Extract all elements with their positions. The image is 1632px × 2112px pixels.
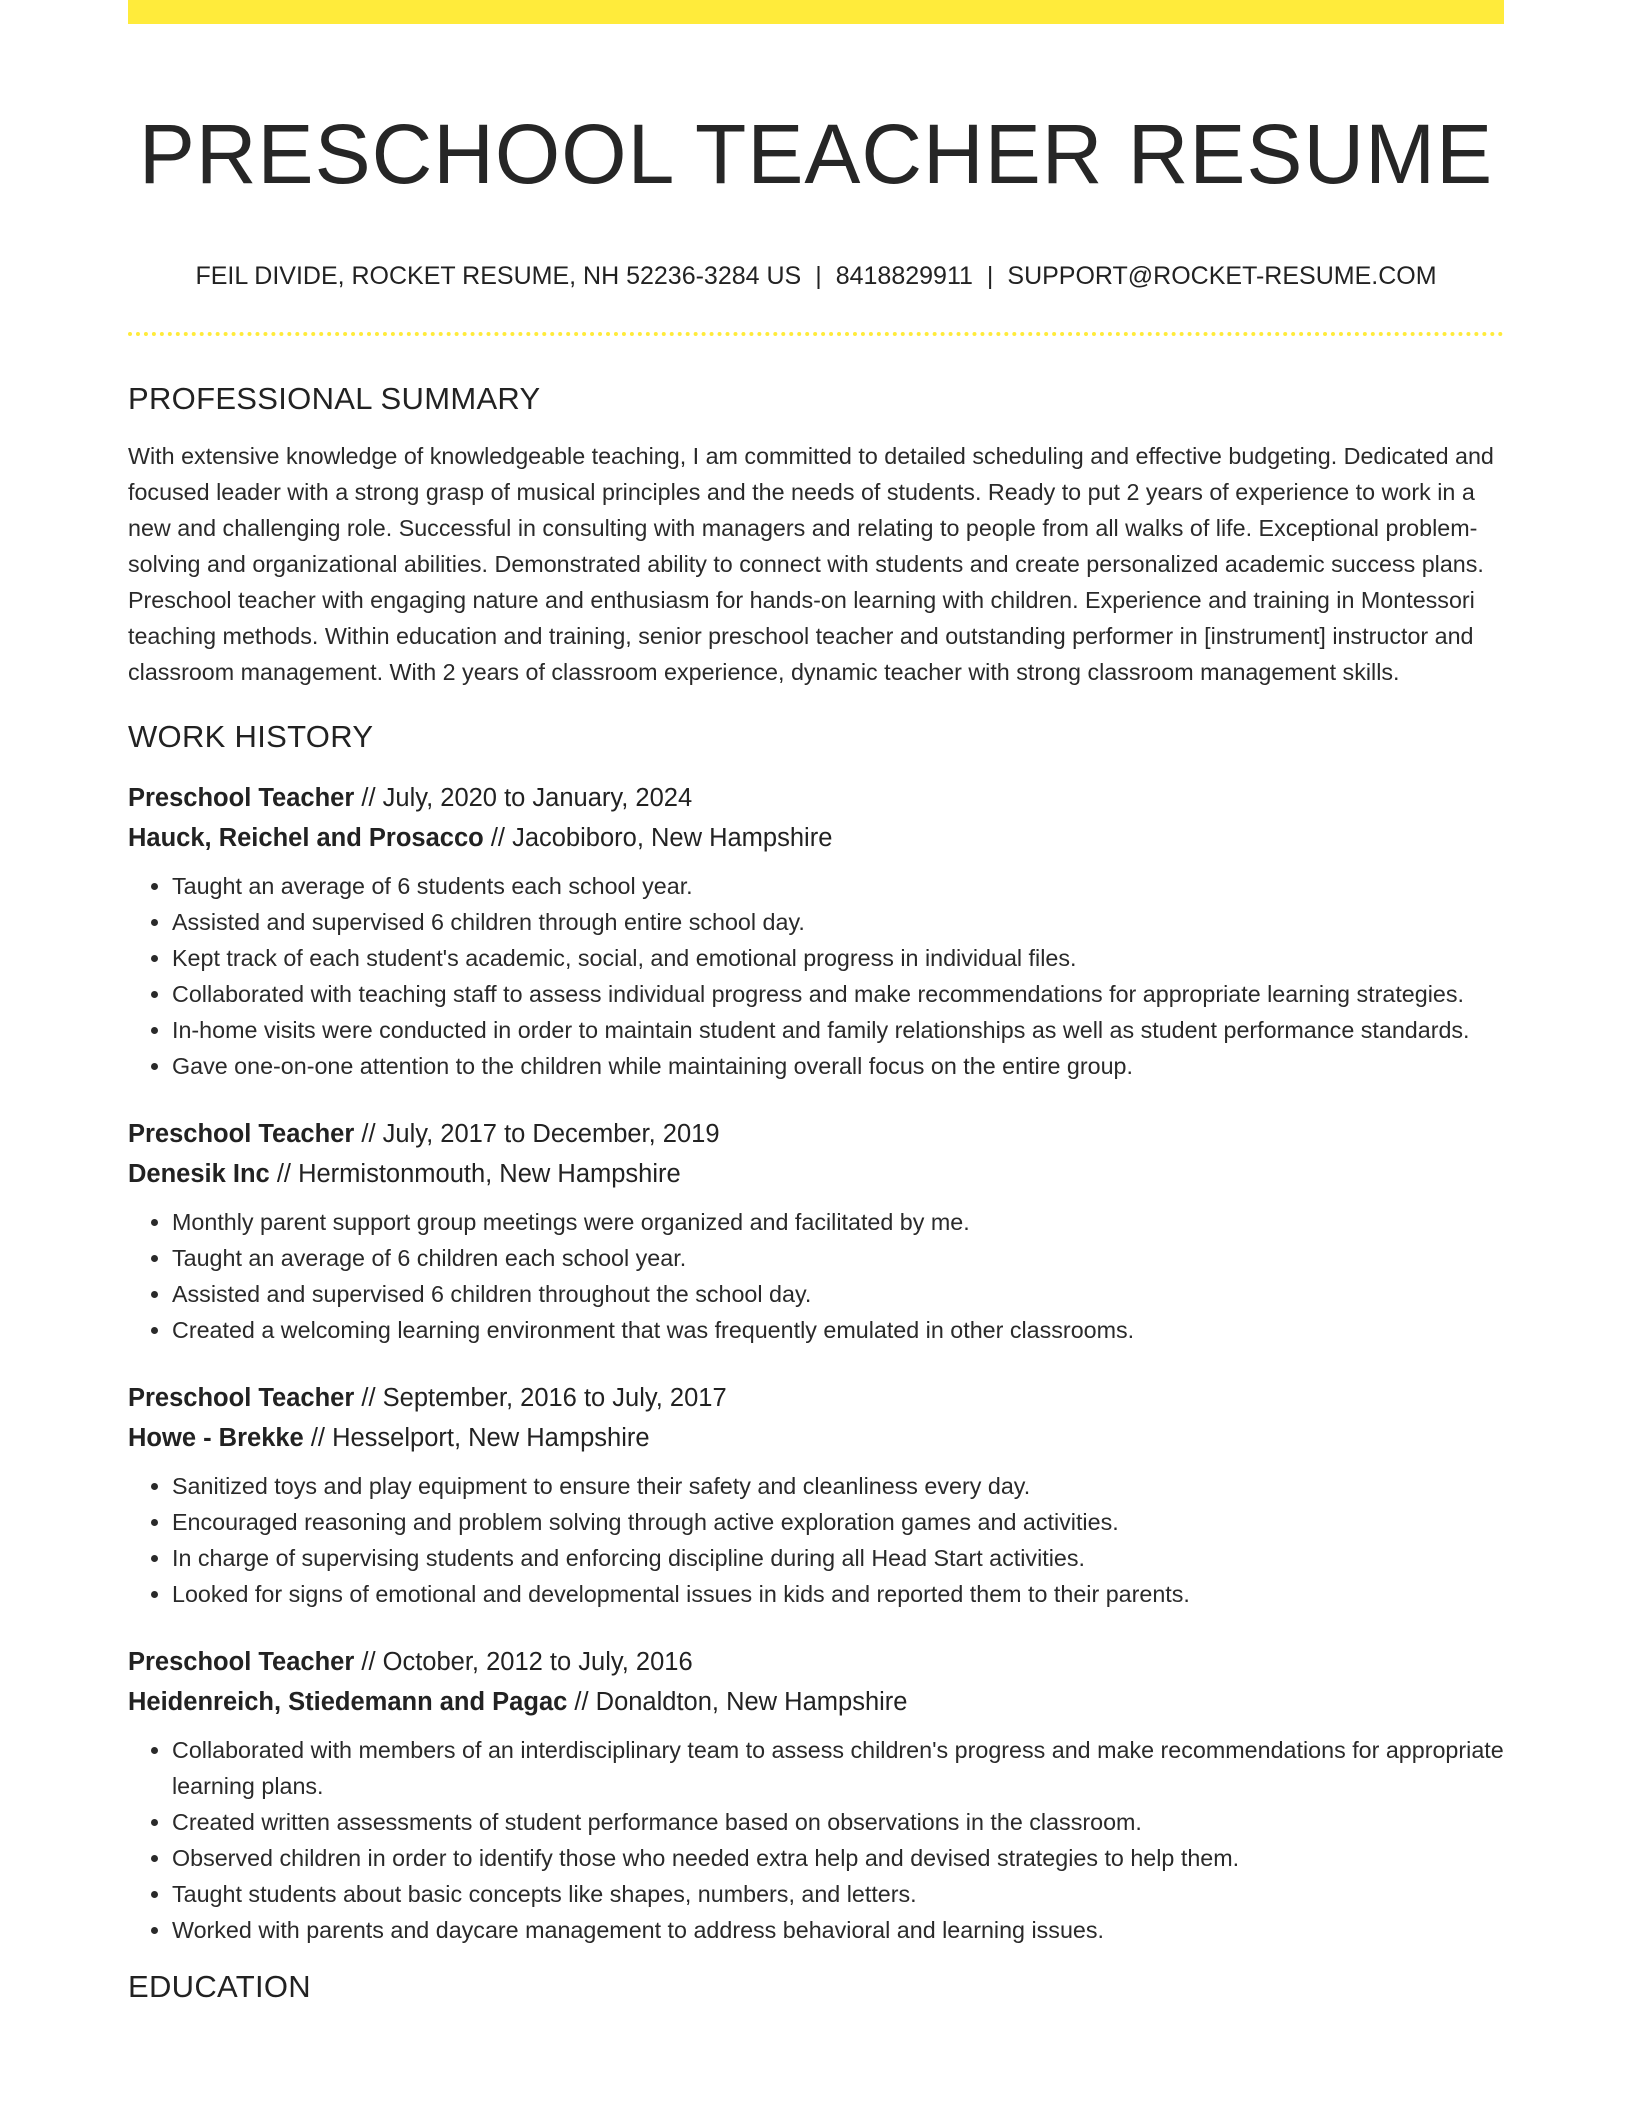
work-history-heading: WORK HISTORY <box>128 719 374 754</box>
job-entry <box>128 1642 1504 1948</box>
job-bullet-item: • Assisted and supervised 6 children throughout the school day. <box>172 1276 1504 1312</box>
job-location: // Jacobiboro, New Hampshire <box>483 824 833 852</box>
job-title: Preschool Teacher <box>128 1384 355 1412</box>
job-dates: // July, 2020 to January, 2024 <box>354 784 693 812</box>
job-dates: // October, 2012 to July, 2016 <box>354 1648 693 1676</box>
contact-address: FEIL DIVIDE, ROCKET RESUME, NH 52236-3284 US <box>195 262 802 290</box>
job-bullet-item: • Taught an average of 6 children each school year. <box>172 1240 1504 1276</box>
summary-heading: PROFESSIONAL SUMMARY <box>128 381 541 416</box>
job-bullet-list <box>128 1204 1504 1348</box>
job-bullet-item: • Taught students about basic concepts like shapes, numbers, and letters. <box>172 1876 1504 1912</box>
job-title-line <box>128 1642 1504 1682</box>
job-bullet-item: • In charge of supervising students and enforcing discipline during all Head Start activities. <box>172 1540 1504 1576</box>
job-entry <box>128 1114 1504 1348</box>
job-bullet-item: • Created written assessments of student performance based on observations in the classroom. <box>172 1804 1504 1840</box>
job-title-line <box>128 778 1504 818</box>
job-entry <box>128 778 1504 1084</box>
job-dates: // September, 2016 to July, 2017 <box>354 1384 727 1412</box>
job-bullet-item: • Gave one-on-one attention to the children while maintaining overall focus on the entire group. <box>172 1048 1504 1084</box>
job-dates: // July, 2017 to December, 2019 <box>354 1120 720 1148</box>
job-bullet-list <box>128 1732 1504 1948</box>
job-entry <box>128 1378 1504 1612</box>
job-company-line <box>128 818 1504 858</box>
job-bullet-item: • Worked with parents and daycare management to address behavioral and learning issues. <box>172 1912 1504 1948</box>
job-company: Denesik Inc <box>128 1160 270 1188</box>
contact-line <box>128 261 1504 291</box>
resume-title: PRESCHOOL TEACHER RESUME <box>138 107 1494 201</box>
job-bullet-item: • Encouraged reasoning and problem solving through active exploration games and activities. <box>172 1504 1504 1540</box>
job-bullet-item: • Collaborated with teaching staff to assess individual progress and make recommendations for appropriate learning strategies. <box>172 976 1504 1012</box>
job-bullet-item: • Sanitized toys and play equipment to ensure their safety and cleanliness every day. <box>172 1468 1504 1504</box>
accent-bar <box>128 0 1504 24</box>
job-title: Preschool Teacher <box>128 784 355 812</box>
job-bullet-item: • In-home visits were conducted in order to maintain student and family relationships as well as student performance standards. <box>172 1012 1504 1048</box>
job-company: Heidenreich, Stiedemann and Pagac <box>128 1688 568 1716</box>
education-heading: EDUCATION <box>128 1969 311 2004</box>
job-bullet-item: • Looked for signs of emotional and developmental issues in kids and reported them to their parents. <box>172 1576 1504 1612</box>
job-bullet-list <box>128 1468 1504 1612</box>
contact-email: SUPPORT@ROCKET-RESUME.COM <box>1007 262 1437 290</box>
job-location: // Donaldton, New Hampshire <box>567 1688 908 1716</box>
job-bullet-item: • Collaborated with members of an interdisciplinary team to assess children's progress and make recommendations for appropriate learning plans. <box>172 1732 1504 1804</box>
job-location: // Hesselport, New Hampshire <box>303 1424 650 1452</box>
job-location: // Hermistonmouth, New Hampshire <box>269 1160 681 1188</box>
job-company-line <box>128 1418 1504 1458</box>
contact-phone: 8418829911 <box>835 262 973 290</box>
job-bullet-item: • Kept track of each student's academic, social, and emotional progress in individual files. <box>172 940 1504 976</box>
job-title-line <box>128 1378 1504 1418</box>
job-company: Hauck, Reichel and Prosacco <box>128 824 484 852</box>
job-company-line <box>128 1682 1504 1722</box>
job-company-line <box>128 1154 1504 1194</box>
job-bullet-item: • Assisted and supervised 6 children through entire school day. <box>172 904 1504 940</box>
job-bullet-item: • Taught an average of 6 students each school year. <box>172 868 1504 904</box>
dotted-divider <box>128 332 1504 336</box>
contact-separator: | <box>986 262 994 290</box>
job-title: Preschool Teacher <box>128 1648 355 1676</box>
job-bullet-item: • Created a welcoming learning environment that was frequently emulated in other classrooms. <box>172 1312 1504 1348</box>
contact-separator: | <box>815 262 822 290</box>
summary-text: With extensive knowledge of knowledgeable teaching, I am committed to detailed scheduling and effective budgeting. Dedicated and focused leader with a strong grasp of musical principles and the needs of students. Ready to put 2 years of experience to work in a new and challenging role. Successful in consulting with managers and relating to people from all walks of life. Exceptional problem-solving and organizational abilities. Demonstrated ability to connect with students and create personalized academic success plans. Preschool teacher with engaging nature and enthusiasm for hands-on learning with children. Experience and training in Montessori teaching methods. Within education and training, senior preschool teacher and outstanding performer in [instrument] instructor and classroom management. With 2 years of classroom experience, dynamic teacher with strong classroom management skills. <box>128 443 1494 685</box>
job-bullet-item: • Observed children in order to identify those who needed extra help and devised strategies to help them. <box>172 1840 1504 1876</box>
job-company: Howe - Brekke <box>128 1424 304 1452</box>
job-bullet-list <box>128 868 1504 1084</box>
job-bullet-item: • Monthly parent support group meetings were organized and facilitated by me. <box>172 1204 1504 1240</box>
resume-page <box>128 0 1504 2006</box>
job-title-line <box>128 1114 1504 1154</box>
work-history-list <box>128 778 1504 1948</box>
job-title: Preschool Teacher <box>128 1120 355 1148</box>
